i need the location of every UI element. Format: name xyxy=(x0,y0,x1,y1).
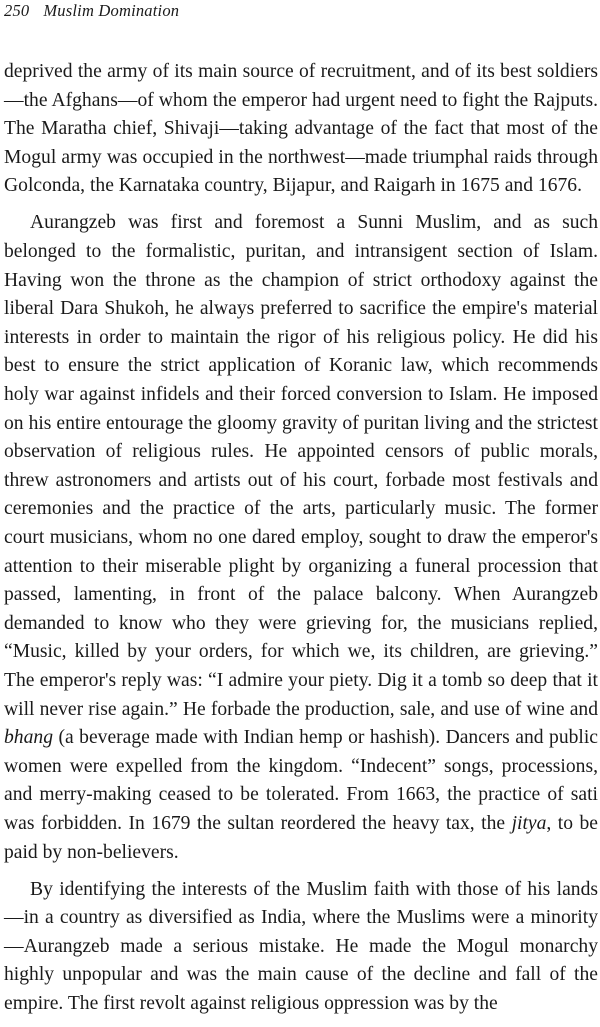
text-segment: deprived the army of its main source of recruitment, and of its best soldiers—the Afghans—of whom the emperor had urgent need to fight the Rajputs. The Maratha chief, Shivaji—taking advantage of the fact that most of the Mogul army was occupied in the northwest—made triumphal raids through Golconda, the Karnataka country, Bijapur, and Raigarh in 1675 and 1676. xyxy=(4,61,598,197)
text-segment: , to be paid by non-believers. xyxy=(4,812,598,863)
text-segment: Aurangzeb was first and foremost a Sunni Muslim, and as such belonged to the formalistic, puritan, and intransigent section of Islam. Having won the throne as the champion of strict orthodoxy against the liberal Dara Shukoh, he always preferred to sacrifice the empire's material interests in order to maintain the rigor of his religious policy. He did his best to ensure the strict application of Koranic law, which recommends holy war against infidels and their forced conversion to Islam. He imposed on his entire entourage the gloomy gravity of puritan living and the strictest observation of religious rules. He appointed censors of public morals, threw astronomers and artists out of his court, forbade most festivals and ceremonies and the practice of the arts, particularly music. The former court musicians, whom no one dared employ, sought to draw the emperor's attention to their miserable plight by organizing a funeral procession that passed, lamenting, in front of the palace balcony. When Aurangzeb demanded to know who they were grieving for, the musicians replied, “Music, killed by your orders, for which we, its children, are grieving.” The emperor's reply was: “I admire your piety. Dig it a tomb so deep that it will never rise again.” He forbade the production, sale, and use of wine and xyxy=(4,212,598,720)
running-head-title: Muslim Domination xyxy=(43,1,180,20)
body-text xyxy=(4,58,598,1027)
italic-term-jitya: jitya xyxy=(511,812,547,834)
paragraph-3 xyxy=(4,876,598,1019)
running-head xyxy=(4,1,179,21)
italic-term-bhang: bhang xyxy=(4,727,53,749)
paragraph-2 xyxy=(4,209,598,867)
paragraph-1 xyxy=(4,58,598,201)
text-segment: By identifying the interests of the Muslim faith with those of his lands—in a country as diversified as India, where the Muslims were a minority—Aurangzeb made a serious mistake. He made the Mogul monarchy highly unpopular and was the main cause of the decline and fall of the empire. The first revolt against religious oppression was by the xyxy=(4,878,598,1014)
page-number: 250 xyxy=(4,1,30,20)
text-segment: (a beverage made with Indian hemp or hashish). Dancers and public women were expelled from the kingdom. “Indecent” songs, processions, and merry-making ceased to be tolerated. From 1663, the practice of sati was forbidden. In 1679 the sultan reordered the heavy tax, the xyxy=(4,727,598,834)
